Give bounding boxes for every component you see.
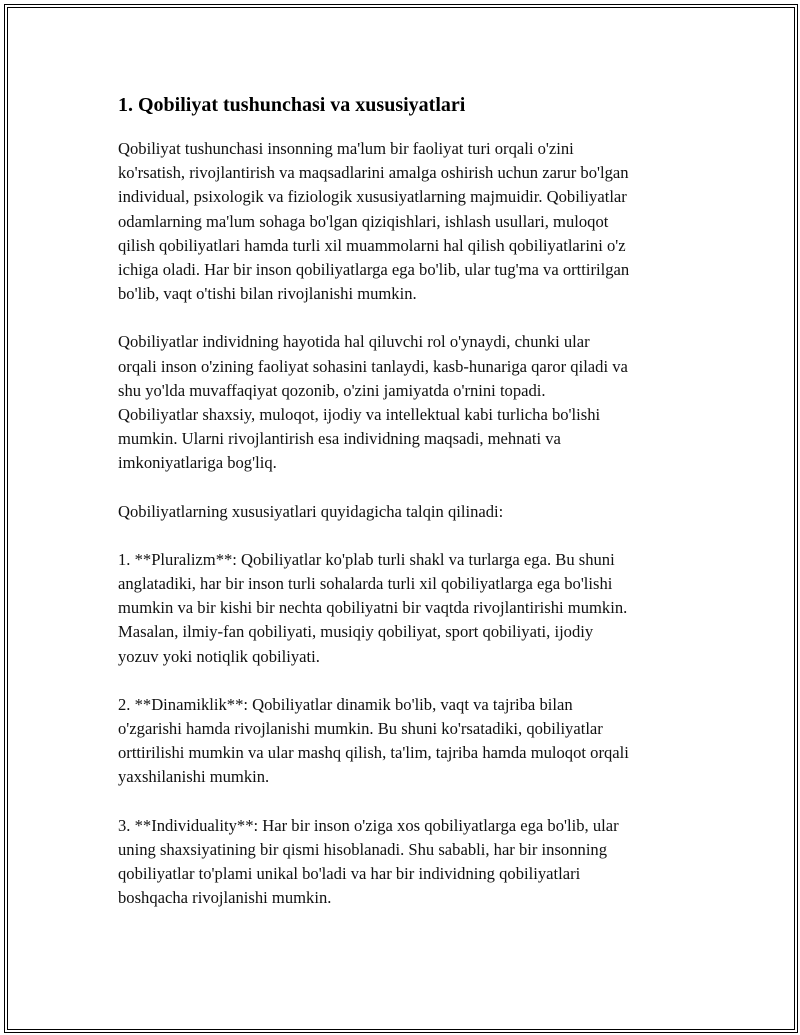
section-heading: 1. Qobiliyat tushunchasi va xususiyatlari [118, 94, 466, 116]
list-item-pluralism: 1. **Pluralizm**: Qobiliyatlar ko'plab turli shakl va turlarga ega. Bu shuni anglatadiki, har bir inson turli sohalarda turli xil qobiliyatlarga ega bo'lishi mumkin va bir kishi bir nechta qobiliyatni bir vaqtda rivojlantirishi mumkin. Masalan, ilmiy-fan qobiliyati, musiqiy qobiliyat, sport qobiliyati, ijodiy yozuv yoki notiqlik qobiliyati. [118, 549, 628, 666]
paragraph-properties-intro: Qobiliyatlarning xususiyatlari quyidagicha talqin qilinadi: [118, 501, 504, 521]
document-body [118, 92, 708, 934]
paragraph-role: Qobiliyatlar individning hayotida hal qiluvchi rol o'ynaydi, chunki ular orqali inson o'zining faoliyat sohasini tanlaydi, kasb-hunariga qaror qiladi va shu yo'lda muvaffaqiyat qozonib, o'zini jamiyatda o'rnini topadi. Qobiliyatlar shaxsiy, muloqot, ijodiy va intellektual kabi turlicha bo'lishi mumkin. Ularni rivojlantirish esa individning maqsadi, mehnati va imkoniyatlariga bog'liq. [118, 332, 628, 473]
list-item-dynamism: 2. **Dinamiklik**: Qobiliyatlar dinamik bo'lib, vaqt va tajriba bilan o'zgarishi hamda rivojlanishi mumkin. Bu shuni ko'rsatadiki, qobiliyatlar orttirilishi mumkin va ular mashq qilish, ta'lim, tajriba hamda muloqot orqali yaxshilanishi mumkin. [118, 694, 629, 787]
list-item-individuality: 3. **Individuality**: Har bir inson o'ziga xos qobiliyatlarga ega bo'lib, ular uning shaxsiyatining bir qismi hisoblanadi. Shu sababli, har bir insonning qobiliyatlar to'plami unikal bo'ladi va har bir individning qobiliyatlari boshqacha rivojlanishi mumkin. [118, 815, 619, 908]
paragraph-definition: Qobiliyat tushunchasi insonning ma'lum bir faoliyat turi orqali o'zini ko'rsatish, rivojlantirish va maqsadlarini amalga oshirish uchun zarur bo'lgan individual, psixologik va fiziologik xususiyatlarning majmuidir. Qobiliyatlar odamlarning ma'lum sohaga bo'lgan qiziqishlari, ishlash usullari, muloqot qilish qobiliyatlari hamda turli xil muammolarni hal qilish qobiliyatlarini o'z ichiga oladi. Har bir inson qobiliyatlarga ega bo'lib, ular tug'ma va orttirilgan bo'lib, vaqt o'tishi bilan rivojlanishi mumkin. [118, 139, 630, 304]
